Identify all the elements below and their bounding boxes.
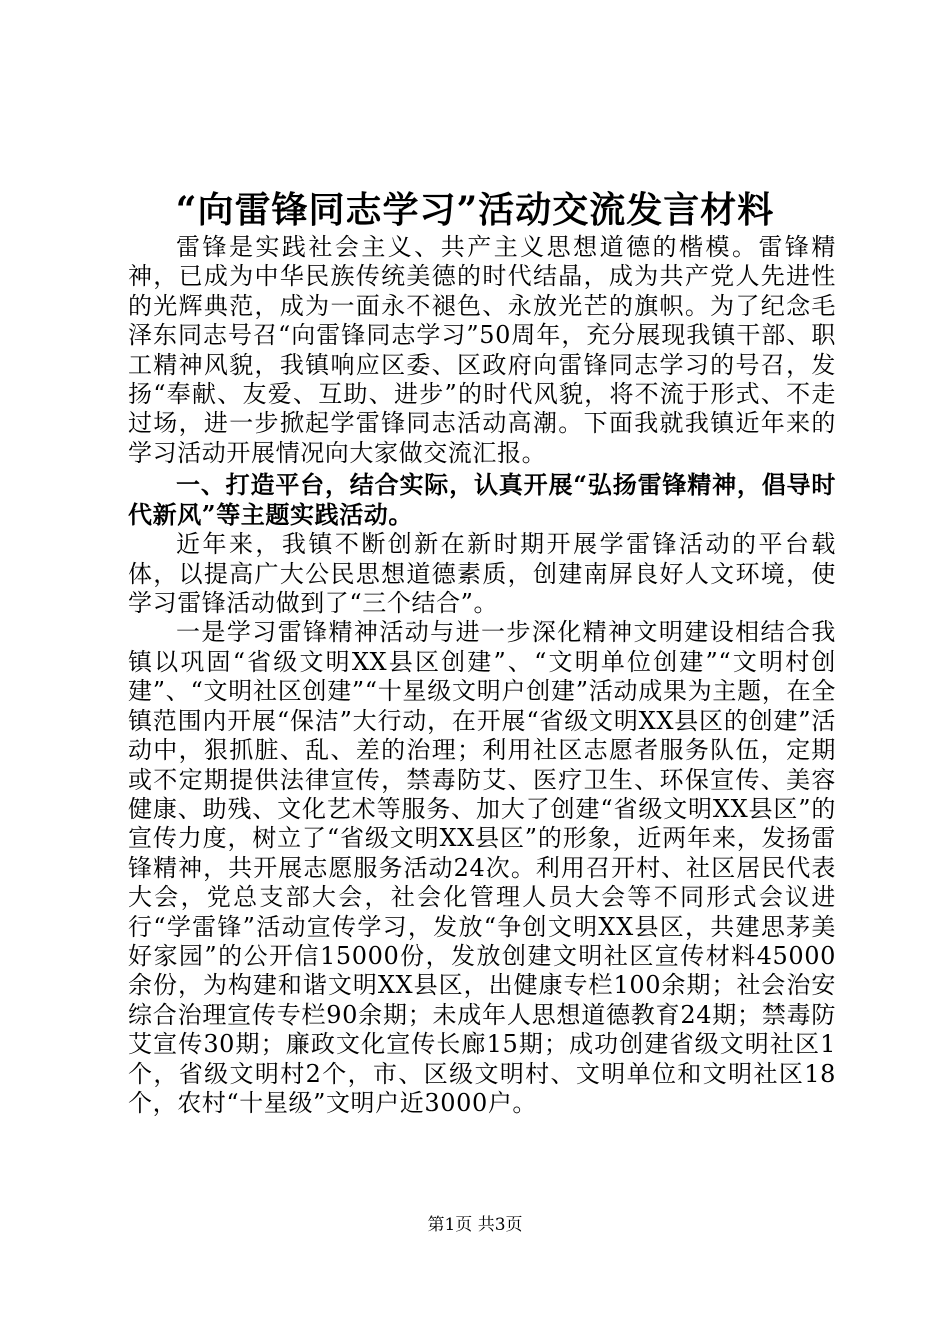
document-title: “向雷锋同志学习”活动交流发言材料 xyxy=(175,189,775,231)
section-detail-paragraph: 一是学习雷锋精神活动与进一步深化精神文明建设相结合我镇以巩固“省级文明XX县区创建”、“文明单位创建”“文明村创建”、“文明社区创建”“十星级文明户创建”活动成果为主题，在全镇范围内开展“保洁”大行动，在开展“省级文明XX县区的创建”活动中，狠抓脏、乱、差的治理；利用社区志愿者服务队伍，定期或不定期提供法律宣传，禁毒防艾、医疗卫生、环保宣传、美容健康、助残、文化艺术等服务、加大了创建“省级文明XX县区”的宣传力度，树立了“省级文明XX县区”的形象，近两年来，发扬雷锋精神，共开展志愿服务活动24次。利用召开村、社区居民代表大会，党总支部大会，社会化管理人员大会等不同形式会议进行“学雷锋”活动宣传学习，发放“争创文明XX县区，共建思茅美好家园”的公开信15000份，发放创建文明社区宣传材料45000余份，为构建和谐文明XX县区，出健康专栏100余期；社会治安综合治理宣传专栏90余期；未成年人思想道德教育24期；禁毒防艾宣传30期；廉政文化宣传长廊15期；成功创建省级文明社区1个，省级文明村2个，市、区级文明村、文明单位和文明社区18个，农村“十星级”文明户近3000户。 xyxy=(128,618,836,1117)
document-body xyxy=(128,233,836,1118)
intro-paragraph: 雷锋是实践社会主义、共产主义思想道德的楷模。雷锋精神，已成为中华民族传统美德的时代结晶，成为共产党人先进性的光辉典范，成为一面永不褪色、永放光芒的旗帜。为了纪念毛泽东同志号召“向雷锋同志学习”50周年，充分展现我镇干部、职工精神风貌，我镇响应区委、区政府向雷锋同志学习的号召，发扬“奉献、友爱、互助、进步”的时代风貌，将不流于形式、不走过场，进一步掀起学雷锋同志活动高潮。下面我就我镇近年来的学习活动开展情况向大家做交流汇报。 xyxy=(128,233,836,467)
section-heading: 一、打造平台，结合实际，认真开展“弘扬雷锋精神，倡导时代新风”等主题实践活动。 xyxy=(128,470,836,530)
section-intro-paragraph: 近年来，我镇不断创新在新时期开展学雷锋活动的平台载体，以提高广大公民思想道德素质，创建南屏良好人文环境，使学习雷锋活动做到了“三个结合”。 xyxy=(128,530,836,618)
page-number-footer: 第1页 共3页 xyxy=(427,1215,523,1235)
